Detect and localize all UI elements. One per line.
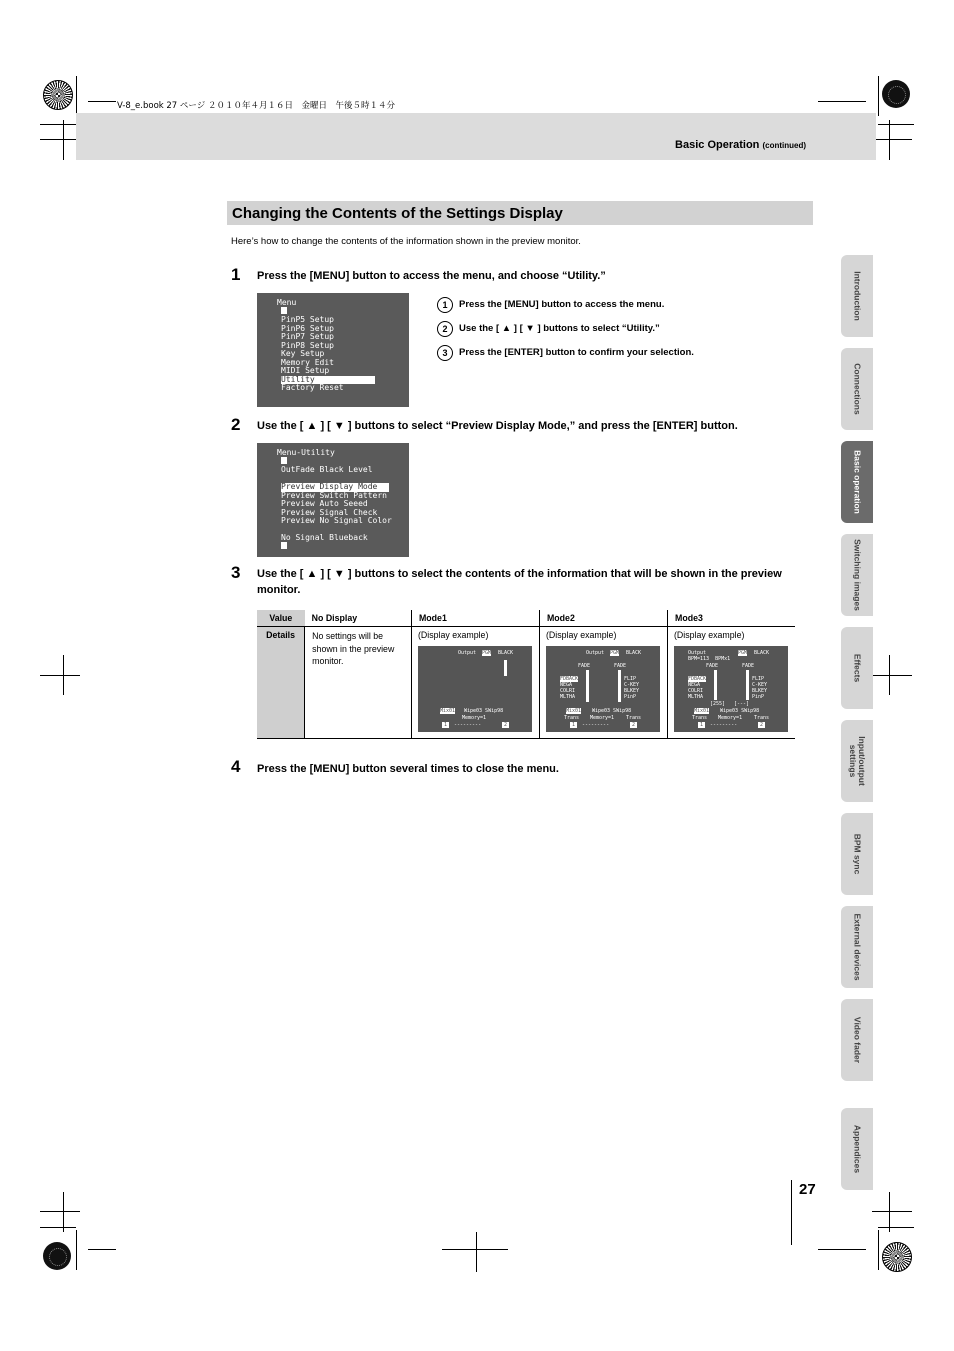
table-header: Mode2 (539, 610, 667, 627)
crop-mark (878, 1230, 879, 1270)
no-display-cell: No settings will be shown in the preview monitor. (305, 627, 412, 739)
tab-label: Appendices (852, 1124, 863, 1174)
substep-number: 3 (437, 345, 453, 361)
print-registration-dot (43, 1242, 71, 1270)
crop-mark (878, 124, 914, 125)
crop-mark (76, 1230, 77, 1270)
screen-text: FADE (706, 663, 719, 669)
screen-text: PinP (623, 694, 637, 700)
tab-effects[interactable] (841, 627, 873, 709)
substep-text: Press the [ENTER] button to confirm your selection. (459, 347, 694, 358)
screen-text: FLIP (752, 676, 765, 682)
display-mode-table (257, 610, 795, 739)
screen-text: FDBACK (559, 676, 579, 682)
screen-text: FADE (577, 663, 591, 669)
tab-bpm-sync[interactable] (841, 813, 873, 895)
header-continued: (continued) (762, 141, 806, 150)
crop-mark (818, 1249, 866, 1250)
step-text: Use the [ ▲ ] [ ▼ ] buttons to select “Preview Display Mode,” and press the [ENTER] button. (257, 420, 738, 432)
screen-text: Output (457, 650, 477, 656)
tab-label: Connections (852, 363, 863, 415)
menu-item: Preview Switch Pattern (281, 490, 387, 500)
screen-text: --------- (453, 722, 482, 728)
screen-text: Trans (625, 715, 642, 721)
crop-mark (889, 120, 890, 160)
screen-text: NEGA (688, 682, 701, 688)
menu-item: Preview Auto Seeed (281, 499, 368, 508)
screen-text: Wipe03 SWip98 (463, 708, 504, 714)
display-example-label: (Display example) (545, 630, 617, 640)
crop-mark (872, 139, 912, 140)
display-example-label: (Display example) (417, 630, 489, 640)
row-label: Details (257, 627, 305, 739)
tab-basic-operation[interactable] (841, 441, 873, 523)
menu-item-selected: Utility (281, 376, 375, 385)
screen-text: Wipe03 SWip98 (720, 708, 760, 714)
screen-text: Trans (563, 715, 580, 721)
screen-text: C-KEY (623, 682, 640, 688)
mode1-cell (411, 627, 539, 739)
crop-mark (878, 1227, 914, 1228)
menu-item: PinP8 Setup (281, 340, 334, 350)
screen-text: Mix01 (565, 708, 582, 714)
crop-mark (88, 1249, 116, 1250)
tab-video-fader[interactable] (841, 999, 873, 1081)
screen-text: [---] (734, 701, 750, 707)
crop-mark (40, 1211, 80, 1212)
screen-text: Mix01 (439, 708, 456, 714)
page-number-divider (791, 1180, 792, 1245)
screen-text: Output (688, 650, 707, 656)
print-header-line: V-8_e.book 27 ページ ２０１０年４月１６日 金曜日 午後５時１４分 (117, 101, 395, 111)
arrow-down-icon (281, 542, 287, 552)
tab-input-output-settings[interactable] (841, 720, 873, 802)
crop-mark (76, 76, 77, 116)
utility-screen (257, 443, 409, 557)
menu-item: Memory Edit (281, 357, 334, 367)
section-title-bar (227, 201, 813, 225)
mode3-screen (674, 646, 788, 732)
screen-text: FADE (613, 663, 627, 669)
step-number: 3 (231, 563, 241, 582)
screen-text: Trans (754, 715, 770, 721)
step-number: 1 (231, 265, 241, 284)
page-number: 27 (799, 1181, 816, 1198)
level-bar (586, 670, 589, 702)
screen-text: BLACK (625, 650, 642, 656)
mode2-cell (539, 627, 667, 739)
table-header: No Display (305, 610, 412, 627)
crop-mark (40, 1227, 76, 1228)
tab-external-devices[interactable] (841, 906, 873, 988)
mode1-screen (418, 646, 532, 732)
menu-item: No Signal Blueback (281, 533, 368, 542)
tab-label: Video fader (852, 1016, 863, 1064)
screen-text: PGM (738, 650, 748, 656)
tab-label: BPM sync (852, 833, 863, 875)
substep-number: 2 (437, 321, 453, 337)
print-registration-dot (882, 80, 910, 108)
tab-label: Input/output settings (848, 736, 867, 786)
menu-item: OutFade Black Level (281, 465, 373, 474)
crop-mark (63, 655, 64, 695)
menu-item: MIDI Setup (281, 366, 330, 375)
page-header-bar (76, 113, 876, 160)
mode2-screen (546, 646, 660, 732)
screen-text: PGM (609, 650, 620, 656)
menu-item: PinP6 Setup (281, 323, 334, 333)
tab-appendices[interactable] (841, 1108, 873, 1190)
screen-text: --------- (581, 722, 610, 728)
substep-number: 1 (437, 297, 453, 313)
tab-label: Effects (852, 653, 863, 683)
screen-text: 1 (571, 722, 575, 728)
screen-text: BPM=113 BPMx1 (688, 656, 731, 662)
substep-text: Press the [MENU] button to access the menu. (459, 299, 665, 310)
screen-text: COLRI (559, 688, 576, 694)
step-text: Press the [MENU] button several times to close the menu. (257, 763, 559, 775)
level-bar (504, 660, 507, 676)
crop-mark (40, 675, 80, 676)
tab-label: Basic operation (852, 450, 863, 514)
tab-label: External devices (852, 913, 863, 981)
page-header-title (675, 139, 806, 151)
crop-mark (476, 1232, 477, 1272)
step-text: Use the [ ▲ ] [ ▼ ] buttons to select the contents of the information that will be shown in the preview monitor. (257, 568, 782, 596)
table-header: Mode3 (668, 610, 796, 627)
tab-label: Switching images (852, 539, 863, 611)
step-number: 4 (231, 757, 241, 776)
display-example-label: (Display example) (674, 630, 745, 640)
crop-mark (88, 101, 116, 102)
crop-mark (40, 124, 76, 125)
table-header: Mode1 (411, 610, 539, 627)
screen-text: BLKEY (623, 688, 640, 694)
crop-mark (889, 655, 890, 695)
screen-text: FDBACK (688, 676, 707, 682)
step-text: Press the [MENU] button to access the menu, and choose “Utility.” (257, 270, 606, 282)
screen-text: BLKEY (752, 688, 768, 694)
menu-screen (257, 293, 409, 407)
level-bar (714, 670, 717, 700)
screen-text: --------- (710, 722, 738, 728)
screen-text: BLACK (497, 650, 514, 656)
menu-item: Preview Signal Check (281, 507, 378, 517)
level-bar (618, 670, 621, 702)
menu-item: Factory Reset (281, 383, 344, 392)
screen-text: 2 (760, 722, 764, 728)
screen-text: NEGA (559, 682, 573, 688)
crop-mark (63, 1192, 64, 1232)
tab-introduction[interactable] (841, 255, 873, 337)
screen-text: 2 (631, 722, 635, 728)
screen-text: MLTHA (559, 694, 576, 700)
screen-text: 2 (503, 722, 507, 728)
screen-text: MLTHA (688, 694, 704, 700)
screen-text: Memory=1 (718, 715, 743, 721)
screen-text: Trans (692, 715, 708, 721)
menu-item: Key Setup (281, 349, 325, 358)
crop-mark (872, 675, 912, 676)
screen-text: C-KEY (752, 682, 768, 688)
substep-text: Use the [ ▲ ] [ ▼ ] buttons to select “Utility.” (459, 323, 660, 334)
screen-text: Memory=1 (461, 715, 487, 721)
screen-text: BLACK (754, 650, 770, 656)
menu-item: Preview No Signal Color (281, 516, 392, 525)
screen-text: [255] (710, 701, 726, 707)
crop-mark (442, 1249, 508, 1250)
table-header: Value (257, 610, 305, 627)
crop-mark (818, 101, 866, 102)
tab-switching-images[interactable] (841, 534, 873, 616)
menu-item: PinP7 Setup (281, 332, 334, 341)
menu-item: PinP5 Setup (281, 315, 334, 324)
screen-text: Output (585, 650, 605, 656)
screen-text: FADE (742, 663, 755, 669)
screen-title: Menu-Utility (277, 448, 335, 457)
header-title-text: Basic Operation (675, 139, 760, 151)
screen-text: COLRI (688, 688, 704, 694)
print-registration-sunburst (882, 1242, 912, 1272)
screen-text: Wipe03 SWip98 (591, 708, 632, 714)
section-intro: Here’s how to change the contents of the information shown in the preview monitor. (231, 236, 581, 247)
crop-mark (878, 76, 879, 116)
menu-item-selected: Preview Display Mode (281, 483, 389, 492)
screen-title: Menu (277, 298, 297, 307)
screen-text: 1 (443, 722, 447, 728)
tab-connections[interactable] (841, 348, 873, 430)
tab-label: Introduction (852, 271, 863, 321)
screen-text: 1 (700, 722, 704, 728)
crop-mark (40, 139, 80, 140)
screen-text: PGM (481, 650, 492, 656)
section-title: Changing the Contents of the Settings Display (232, 205, 563, 222)
screen-text: PinP (752, 694, 765, 700)
crop-mark (872, 1211, 912, 1212)
step-number: 2 (231, 415, 241, 434)
crop-mark (889, 1192, 890, 1232)
mode3-cell (668, 627, 796, 739)
level-bar (746, 670, 749, 700)
screen-text: Mix01 (694, 708, 710, 714)
crop-mark (63, 120, 64, 160)
print-registration-sunburst (43, 80, 73, 110)
screen-text: FLIP (623, 676, 637, 682)
screen-text: Memory=1 (589, 715, 615, 721)
